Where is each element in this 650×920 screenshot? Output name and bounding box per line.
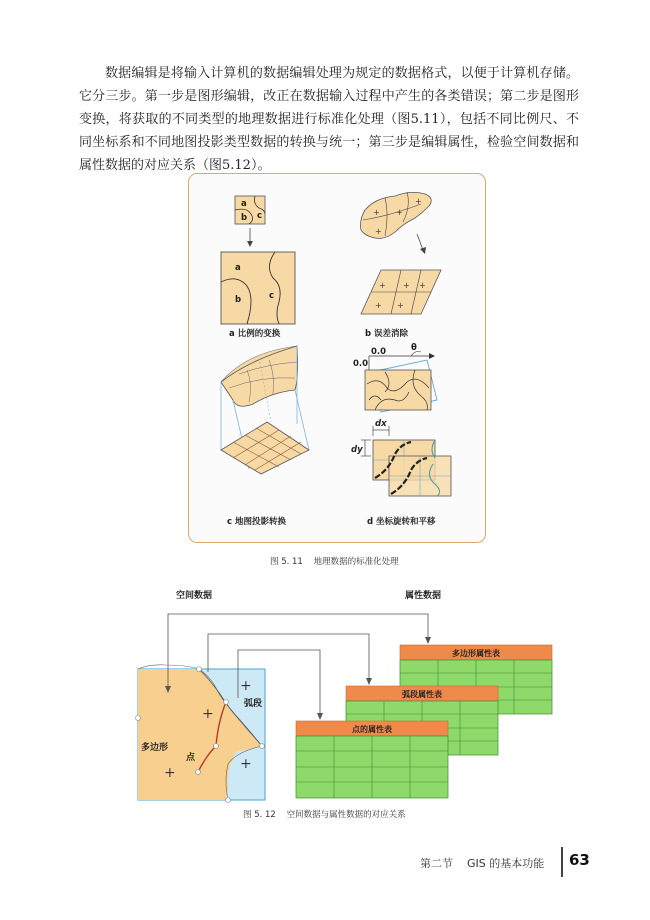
panel-b-tick-2: + <box>396 208 403 217</box>
panel-b-tick-3: + <box>415 197 422 206</box>
panel-b-tick-4: + <box>375 227 382 236</box>
panel-b-label: b 误差消除 <box>365 329 409 339</box>
panel-a-small-letter-c: c <box>257 211 263 221</box>
point-table-title: 点的属性表 <box>352 725 392 734</box>
panel-b-after-tick-3: + <box>419 281 426 290</box>
attribute-data-label: 属性数据 <box>405 591 442 601</box>
map-centroid-4: + <box>240 756 252 772</box>
panel-a-large-letter-b: b <box>235 295 242 305</box>
point-label: 点 <box>186 753 196 763</box>
body-paragraph: 数据编辑是将输入计算机的数据编辑处理为规定的数据格式，以便于计算机存储。它分三步。第一步是图形编辑，改正在数据输入过程中产生的各类错误；第二步是图形变换，将获取的不同类型的地理数据进行标准化处理（图5.11），包括不同比例尺、不同坐标系和不同地图投影类型数据的转换与统一；第三步是编辑属性，检验空间数据和属性数据的对应关系（图5.12）。 <box>79 66 579 173</box>
map-centroid-3: + <box>164 765 176 781</box>
polygon-label: 多边形 <box>141 743 169 753</box>
panel-b-after-tick-4: + <box>375 301 382 310</box>
panel-d-label: d 坐标旋转和平移 <box>367 517 436 527</box>
spatial-map <box>136 665 266 803</box>
panel-c-label: c 地图投影转换 <box>227 517 286 527</box>
arc-table-title: 弧段属性表 <box>402 690 442 699</box>
panel-a-label: a 比例的变换 <box>229 329 281 339</box>
panel-d-theta: θ <box>411 343 417 353</box>
spatial-data-label: 空间数据 <box>176 591 213 601</box>
panel-b-after-tick-5: + <box>397 301 404 310</box>
polygon-table-title: 多边形属性表 <box>452 649 500 658</box>
panel-d-dx: dx <box>375 419 387 429</box>
panel-b-tick-1: + <box>373 208 380 217</box>
panel-a-small-letter-a: a <box>241 199 247 209</box>
panel-d-dy: dy <box>351 445 363 455</box>
panel-b-after-tick-2: + <box>403 281 410 290</box>
map-centroid-1: + <box>202 706 214 722</box>
panel-a-large-letter-a: a <box>235 263 241 273</box>
panel-d-origin-1: 0.0 <box>371 347 387 357</box>
figure-5-12-caption: 图 5. 12 空间数据与属性数据的对应关系 <box>243 810 406 820</box>
point-attribute-table <box>296 721 448 798</box>
panel-d-origin-2: 0.0 <box>353 359 369 369</box>
figure-5-11-caption: 图 5. 11 地理数据的标准化处理 <box>270 557 399 567</box>
panel-b-after-tick-1: + <box>379 281 386 290</box>
footer-section-title: 第二节 GIS 的基本功能 <box>420 857 545 870</box>
panel-a-small-letter-b: b <box>241 213 248 223</box>
map-centroid-2: + <box>240 678 252 694</box>
panel-a-large-letter-c: c <box>269 291 275 301</box>
page-number: 63 <box>569 851 590 869</box>
arc-label: 弧段 <box>244 699 263 709</box>
footer-divider <box>561 847 563 877</box>
